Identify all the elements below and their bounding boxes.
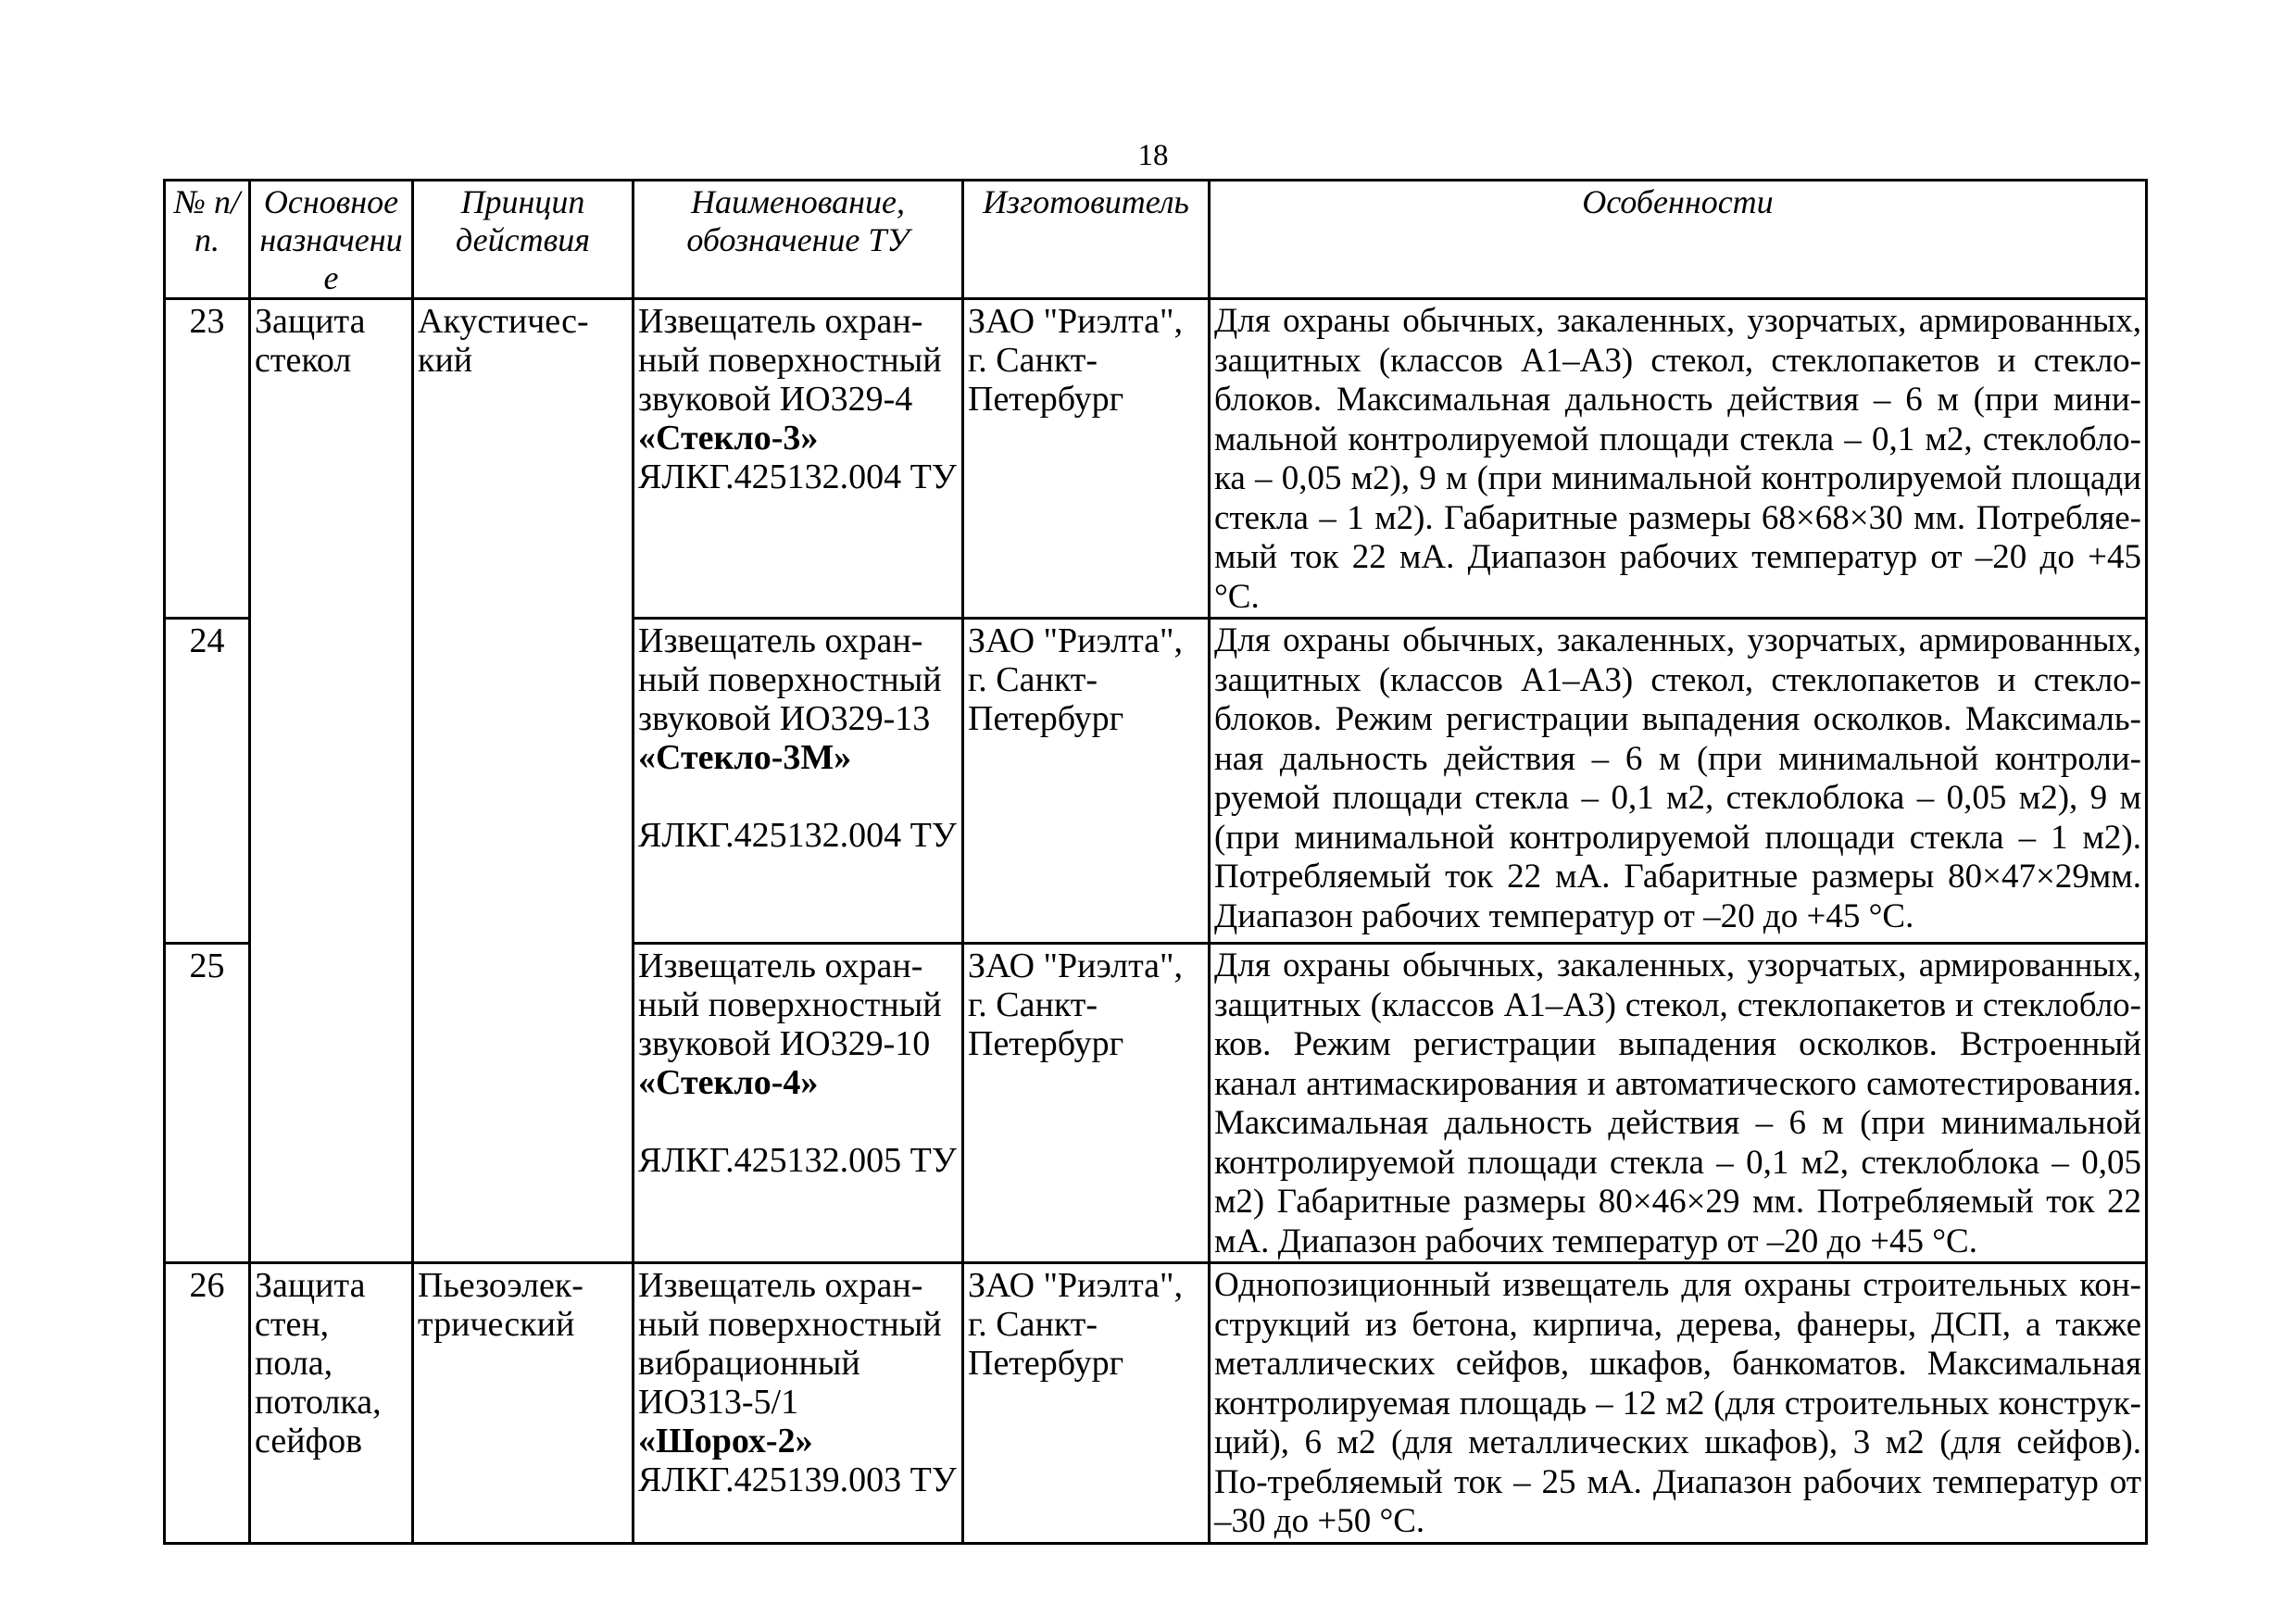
table-row (165, 299, 2147, 619)
trade-name: «Стекло-3М» (638, 738, 852, 777)
row-number: 23 (165, 299, 250, 619)
header-num: № п/п. (165, 181, 250, 299)
maker-cell: ЗАО "Риэлта", г. Санкт-Петербург (963, 944, 1210, 1263)
features-cell: Для охраны обычных, закаленных, узорчатых, армированных, защитных (классов А1–А3) стекол, стеклопакетов и стекло-блоков. Режим регистрации выпадения осколков. Максималь-ная дальность действия – 6 м (при минимальной контроли-руемой площади стекла – 0,1 м2, стеклоблока – 0,05 м2), 9 м (при минимальной контролируемой площади стекла – 1 м2). Потребляемый ток 22 мА. Габаритные размеры 80×47×29мм. Диапазон рабочих температур от –20 до +45 °C. (1210, 619, 2147, 944)
principle-cell: Пьезоэлек-трический (413, 1263, 634, 1544)
device-name: Извещатель охран-ный поверхностный звуковой ИО329-4 (638, 302, 942, 419)
spec-code: ЯЛКГ.425139.003 ТУ (638, 1460, 957, 1499)
maker-cell: ЗАО "Риэлта", г. Санкт-Петербург (963, 299, 1210, 619)
name-cell (634, 619, 963, 944)
detectors-table (163, 179, 2148, 1545)
trade-name: «Шорох-2» (638, 1422, 813, 1460)
spec-code: ЯЛКГ.425132.004 ТУ (638, 816, 957, 855)
principle-cell: Акустичес-кий (413, 299, 634, 1263)
device-name: Извещатель охран-ный поверхностный звуковой ИО329-10 (638, 946, 942, 1063)
header-maker: Изготовитель (963, 181, 1210, 299)
header-purpose: Основное назначение (250, 181, 413, 299)
row-number: 26 (165, 1263, 250, 1544)
spec-code: ЯЛКГ.425132.005 ТУ (638, 1141, 957, 1180)
trade-name: «Стекло-4» (638, 1063, 819, 1102)
row-number: 25 (165, 944, 250, 1263)
table-header-row (165, 181, 2147, 299)
name-cell (634, 1263, 963, 1544)
device-name: Извещатель охран-ный поверхностный звуковой ИО329-13 (638, 621, 942, 738)
spec-code: ЯЛКГ.425132.004 ТУ (638, 458, 957, 496)
page-number: 18 (1137, 139, 1169, 172)
blank-line (638, 777, 958, 816)
device-name: Извещатель охран-ный поверхностный вибрационный ИО313-5/1 (638, 1266, 942, 1422)
trade-name: «Стекло-3» (638, 419, 819, 458)
maker-cell: ЗАО "Риэлта", г. Санкт-Петербург (963, 619, 1210, 944)
purpose-cell: Защита стен, пола, потолка, сейфов (250, 1263, 413, 1544)
features-cell: Однопозиционный извещатель для охраны строительных кон-струкций из бетона, кирпича, дерева, фанеры, ДСП, а также металлических сейфов, шкафов, банкоматов. Максимальная контролируемая площадь – 12 м2 (для строительных конструк-ций), 6 м2 (для металлических шкафов), 3 м2 (для сейфов). По-требляемый ток – 25 мА. Диапазон рабочих температур от –30 до +50 °C. (1210, 1263, 2147, 1544)
maker-cell: ЗАО "Риэлта", г. Санкт-Петербург (963, 1263, 1210, 1544)
header-name: Наименование, обозначение ТУ (634, 181, 963, 299)
features-cell: Для охраны обычных, закаленных, узорчатых, армированных, защитных (классов А1–А3) стекол, стеклопакетов и стеклобло-ков. Режим регистрации выпадения осколков. Встроенный канал антимаскирования и автоматического самотестирования. Максимальная дальность действия – 6 м (при минимальной контролируемой площади стекла – 0,1 м2, стеклоблока – 0,05 м2) Габаритные размеры 80×46×29 мм. Потребляемый ток 22 мА. Диапазон рабочих температур от –20 до +45 °C. (1210, 944, 2147, 1263)
blank-line (638, 1102, 958, 1141)
table-row (165, 1263, 2147, 1544)
name-cell (634, 944, 963, 1263)
header-features: Особенности (1210, 181, 2147, 299)
purpose-cell: Защита стекол (250, 299, 413, 1263)
row-number: 24 (165, 619, 250, 944)
features-cell: Для охраны обычных, закаленных, узорчатых, армированных, защитных (классов А1–А3) стекол, стеклопакетов и стекло-блоков. Максимальная дальность действия – 6 м (при мини-мальной контролируемой площади стекла – 0,1 м2, стеклобло-ка – 0,05 м2), 9 м (при минимальной контролируемой площади стекла – 1 м2). Габаритные размеры 68×68×30 мм. Потребляе-мый ток 22 мА. Диапазон рабочих температур от –20 до +45 °C. (1210, 299, 2147, 619)
name-cell (634, 299, 963, 619)
header-principle: Принцип действия (413, 181, 634, 299)
